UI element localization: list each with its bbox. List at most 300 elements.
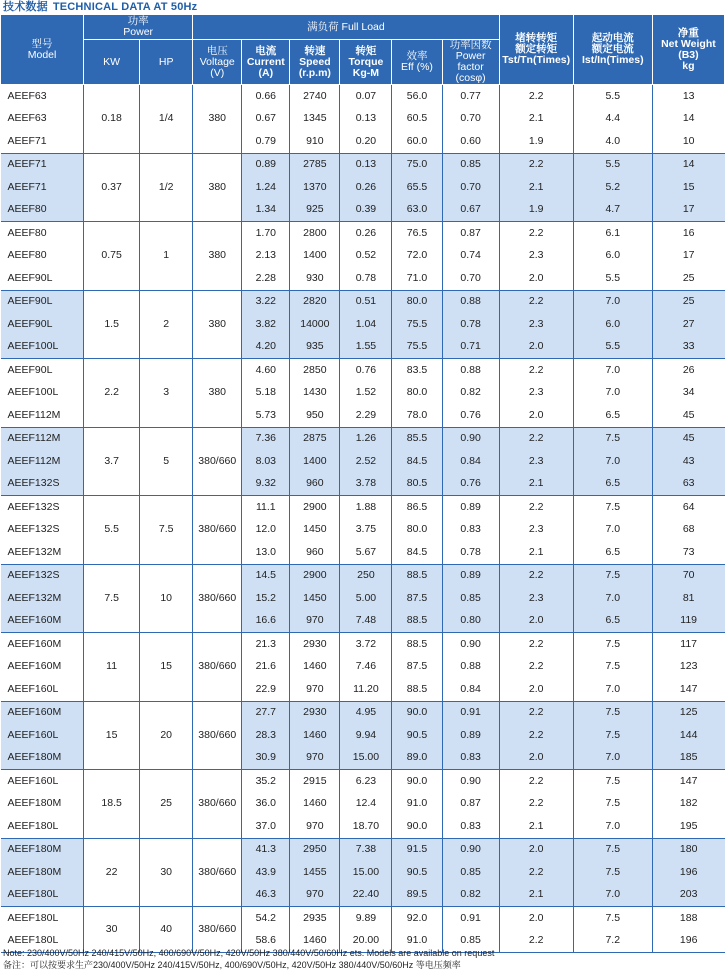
cell-tst: 2.1 bbox=[499, 108, 573, 131]
cell-hp: 40 bbox=[140, 907, 193, 953]
cell-torque: 12.4 bbox=[340, 793, 392, 816]
cell-weight: 17 bbox=[652, 199, 724, 222]
cell-speed: 1400 bbox=[290, 245, 340, 268]
cell-torque: 1.55 bbox=[340, 336, 392, 359]
cell-ist: 6.5 bbox=[573, 473, 652, 496]
cell-tst: 2.1 bbox=[499, 176, 573, 199]
cell-pf: 0.85 bbox=[442, 861, 499, 884]
cell-torque: 0.39 bbox=[340, 199, 392, 222]
cell-pf: 0.88 bbox=[442, 656, 499, 679]
cell-tst: 2.0 bbox=[499, 267, 573, 290]
cell-pf: 0.89 bbox=[442, 564, 499, 587]
cell-eff: 84.5 bbox=[392, 450, 442, 473]
cell-model: AEEF132M bbox=[1, 587, 84, 610]
cell-pf: 0.82 bbox=[442, 382, 499, 405]
cell-tst: 2.2 bbox=[499, 656, 573, 679]
cell-weight: 34 bbox=[682, 386, 695, 399]
cell-ist: 7.5 bbox=[573, 496, 652, 519]
cell-voltage: 380 bbox=[193, 290, 242, 359]
cell-speed: 2900 bbox=[290, 496, 340, 519]
cell-torque: 9.89 bbox=[340, 907, 392, 930]
cell-pf: 0.71 bbox=[442, 336, 499, 359]
cell-ist: 6.0 bbox=[573, 313, 652, 336]
header-weight: 净重 Net Weight (B3) kg bbox=[652, 15, 724, 85]
cell-tst: 2.2 bbox=[499, 290, 573, 313]
cell-model: AEEF132S bbox=[1, 519, 84, 542]
cell-torque: 3.75 bbox=[340, 519, 392, 542]
table-row bbox=[1, 701, 725, 724]
cell-torque: 0.20 bbox=[340, 130, 392, 153]
header-voltage: 电压 Voltage (V) bbox=[193, 40, 242, 85]
cell-weight: 123 bbox=[679, 660, 698, 673]
cell-tst: 2.3 bbox=[499, 245, 573, 268]
cell-model: AEEF90L bbox=[1, 313, 84, 336]
table-row bbox=[1, 633, 725, 656]
cell-eff: 87.5 bbox=[392, 587, 442, 610]
cell-torque: 1.04 bbox=[340, 313, 392, 336]
cell-torque: 0.13 bbox=[340, 108, 392, 131]
cell-eff: 86.5 bbox=[392, 496, 442, 519]
cell-tst: 2.2 bbox=[499, 724, 573, 747]
cell-model: AEEF100L bbox=[1, 336, 84, 359]
cell-pf: 0.88 bbox=[442, 290, 499, 313]
cell-current: 30.9 bbox=[242, 747, 290, 770]
cell-hp: 3 bbox=[140, 359, 193, 428]
cell-model: AEEF100L bbox=[1, 382, 84, 405]
cell-pf: 0.91 bbox=[442, 701, 499, 724]
cell-pf: 0.87 bbox=[442, 222, 499, 245]
cell-tst: 2.2 bbox=[499, 930, 573, 953]
cell-ist: 7.0 bbox=[573, 587, 652, 610]
cell-torque: 1.26 bbox=[340, 427, 392, 450]
cell-pf: 0.60 bbox=[442, 130, 499, 153]
cell-weight: 117 bbox=[680, 637, 698, 650]
cell-tst: 2.2 bbox=[499, 85, 573, 108]
cell-weight: 45 bbox=[652, 404, 724, 427]
cell-tst: 2.3 bbox=[499, 587, 573, 610]
cell-tst: 2.1 bbox=[499, 815, 573, 838]
header-eff: 效率 Eff (%) bbox=[392, 40, 442, 85]
cell-eff: 90.0 bbox=[392, 701, 442, 724]
cell-torque: 15.00 bbox=[340, 747, 392, 770]
cell-kw: 30 bbox=[84, 907, 140, 953]
header-torque: 转矩 Torque Kg-M bbox=[340, 40, 392, 85]
cell-speed: 970 bbox=[290, 678, 340, 701]
cell-model: AEEF63 bbox=[1, 108, 84, 131]
cell-eff: 88.5 bbox=[392, 564, 442, 587]
cell-weight: 45 bbox=[652, 427, 724, 450]
table-row bbox=[1, 907, 725, 930]
cell-eff: 92.0 bbox=[392, 907, 442, 930]
cell-speed: 970 bbox=[290, 747, 340, 770]
cell-torque: 0.51 bbox=[340, 290, 392, 313]
cell-eff: 91.0 bbox=[392, 930, 442, 953]
cell-torque: 2.29 bbox=[340, 404, 392, 427]
cell-speed: 1400 bbox=[290, 450, 340, 473]
cell-torque: 15.00 bbox=[340, 861, 392, 884]
cell-weight: 43 bbox=[652, 450, 724, 473]
cell-eff: 89.0 bbox=[392, 747, 442, 770]
cell-kw: 5.5 bbox=[84, 496, 140, 565]
cell-kw: 0.18 bbox=[84, 85, 140, 154]
cell-ist: 7.5 bbox=[573, 427, 652, 450]
cell-speed: 970 bbox=[290, 610, 340, 633]
cell-speed: 2930 bbox=[290, 701, 340, 724]
cell-eff: 84.5 bbox=[392, 541, 442, 564]
cell-pf: 0.90 bbox=[442, 427, 499, 450]
cell-speed: 970 bbox=[290, 815, 340, 838]
cell-voltage: 380/660 bbox=[193, 838, 242, 907]
cell-ist: 6.0 bbox=[573, 245, 652, 268]
table-row bbox=[1, 290, 725, 313]
cell-torque: 0.26 bbox=[340, 176, 392, 199]
cell-weight: 14 bbox=[682, 112, 695, 125]
cell-ist: 7.5 bbox=[573, 633, 652, 656]
table-row bbox=[1, 496, 725, 519]
cell-eff: 90.0 bbox=[392, 770, 442, 793]
cell-ist: 5.2 bbox=[573, 176, 652, 199]
cell-eff: 90.0 bbox=[392, 815, 442, 838]
cell-weight: 68 bbox=[682, 523, 695, 536]
cell-model: AEEF90L bbox=[1, 290, 84, 313]
technical-data-table bbox=[0, 14, 725, 953]
cell-ist: 7.5 bbox=[573, 838, 652, 861]
cell-tst: 2.2 bbox=[499, 701, 573, 724]
cell-ist: 7.0 bbox=[573, 450, 652, 473]
cell-weight: 196 bbox=[652, 861, 724, 884]
cell-kw: 3.7 bbox=[84, 427, 140, 496]
cell-weight: 27 bbox=[652, 313, 724, 336]
cell-weight: 196 bbox=[652, 930, 724, 953]
cell-weight: 17 bbox=[682, 249, 695, 262]
cell-hp: 7.5 bbox=[140, 496, 193, 565]
cell-eff: 85.5 bbox=[392, 427, 442, 450]
cell-speed: 1370 bbox=[290, 176, 340, 199]
cell-eff: 80.0 bbox=[392, 519, 442, 542]
cell-hp: 1 bbox=[140, 222, 193, 291]
cell-model: AEEF71 bbox=[1, 176, 84, 199]
cell-kw: 0.75 bbox=[84, 222, 140, 291]
cell-ist: 6.5 bbox=[573, 610, 652, 633]
cell-weight: 125 bbox=[652, 701, 724, 724]
cell-model: AEEF160L bbox=[1, 724, 84, 747]
table-row bbox=[1, 770, 725, 793]
note-en: Note: 230/400V/50Hz 240/415V/50Hz, 400/690V/50Hz, 420V/50Hz 380/440V/50/60Hz ets. Models are available on request bbox=[3, 948, 495, 958]
cell-tst: 2.1 bbox=[499, 541, 573, 564]
cell-model: AEEF160L bbox=[1, 770, 84, 793]
cell-speed: 1460 bbox=[290, 930, 340, 953]
cell-pf: 0.76 bbox=[442, 473, 499, 496]
cell-model: AEEF132M bbox=[1, 541, 84, 564]
table-body bbox=[1, 85, 725, 953]
cell-tst: 2.1 bbox=[499, 473, 573, 496]
cell-torque: 7.46 bbox=[340, 656, 392, 679]
cell-model: AEEF112M bbox=[1, 450, 84, 473]
cell-eff: 88.5 bbox=[392, 678, 442, 701]
cell-torque: 7.48 bbox=[340, 610, 392, 633]
cell-pf: 0.84 bbox=[442, 678, 499, 701]
cell-voltage: 380 bbox=[193, 153, 242, 222]
cell-pf: 0.77 bbox=[442, 85, 499, 108]
cell-current: 0.89 bbox=[242, 153, 290, 176]
cell-current: 46.3 bbox=[242, 884, 290, 907]
cell-ist: 7.0 bbox=[573, 678, 652, 701]
cell-weight: 63 bbox=[652, 473, 724, 496]
cell-model: AEEF112M bbox=[1, 427, 84, 450]
cell-weight: 14 bbox=[652, 153, 724, 176]
cell-ist: 5.5 bbox=[573, 153, 652, 176]
header-full-load: 满负荷 Full Load bbox=[193, 15, 499, 40]
cell-current: 8.03 bbox=[242, 450, 290, 473]
cell-current: 4.20 bbox=[242, 336, 290, 359]
cell-tst: 2.2 bbox=[499, 770, 573, 793]
cell-ist: 7.5 bbox=[573, 724, 652, 747]
cell-hp: 1/4 bbox=[140, 85, 193, 154]
cell-kw: 18.5 bbox=[84, 770, 140, 839]
cell-model: AEEF160M bbox=[1, 633, 84, 656]
cell-hp: 25 bbox=[140, 770, 193, 839]
cell-speed: 2785 bbox=[290, 153, 340, 176]
cell-hp: 15 bbox=[140, 633, 193, 702]
cell-ist: 5.5 bbox=[573, 267, 652, 290]
cell-weight: 33 bbox=[652, 336, 724, 359]
cell-tst: 2.3 bbox=[499, 382, 573, 405]
cell-kw: 11 bbox=[84, 633, 140, 702]
cell-weight: 144 bbox=[652, 724, 724, 747]
cell-weight: 185 bbox=[652, 747, 724, 770]
cell-weight: 73 bbox=[652, 541, 724, 564]
cell-current: 16.6 bbox=[242, 610, 290, 633]
cell-speed: 2820 bbox=[290, 290, 340, 313]
cell-ist: 7.0 bbox=[573, 290, 652, 313]
cell-tst: 1.9 bbox=[499, 199, 573, 222]
cell-ist: 5.5 bbox=[573, 85, 652, 108]
cell-model: AEEF160M bbox=[1, 610, 84, 633]
cell-current: 21.3 bbox=[242, 633, 290, 656]
header-ist: 起动电流 额定电流 Ist/In(Times) bbox=[573, 15, 652, 85]
cell-weight: 203 bbox=[652, 884, 724, 907]
cell-model: AEEF63 bbox=[1, 85, 84, 108]
cell-current: 21.6 bbox=[242, 656, 290, 679]
cell-current: 28.3 bbox=[242, 724, 290, 747]
cell-eff: 88.5 bbox=[392, 610, 442, 633]
cell-torque: 9.94 bbox=[340, 724, 392, 747]
table-row bbox=[1, 153, 725, 176]
cell-current: 54.2 bbox=[242, 907, 290, 930]
cell-model: AEEF180M bbox=[1, 747, 84, 770]
cell-current: 3.82 bbox=[242, 313, 290, 336]
cell-torque: 20.00 bbox=[340, 930, 392, 953]
cell-pf: 0.90 bbox=[442, 633, 499, 656]
cell-torque: 1.88 bbox=[340, 496, 392, 519]
cell-speed: 950 bbox=[290, 404, 340, 427]
cell-pf: 0.91 bbox=[442, 907, 499, 930]
cell-weight: 13 bbox=[682, 89, 695, 102]
cell-torque: 5.00 bbox=[340, 587, 392, 610]
cell-current: 37.0 bbox=[242, 815, 290, 838]
cell-speed: 14000 bbox=[290, 313, 340, 336]
cell-ist: 4.7 bbox=[573, 199, 652, 222]
cell-eff: 91.5 bbox=[392, 838, 442, 861]
cell-voltage: 380/660 bbox=[193, 427, 242, 496]
cell-hp: 10 bbox=[140, 564, 193, 633]
cell-voltage: 380/660 bbox=[193, 633, 242, 702]
cell-torque: 2.52 bbox=[340, 450, 392, 473]
cell-hp: 30 bbox=[140, 838, 193, 907]
cell-pf: 0.70 bbox=[442, 176, 499, 199]
cell-speed: 2875 bbox=[290, 427, 340, 450]
cell-current: 4.60 bbox=[242, 359, 290, 382]
cell-speed: 935 bbox=[290, 336, 340, 359]
cell-torque: 0.76 bbox=[340, 359, 392, 382]
cell-hp: 20 bbox=[140, 701, 193, 770]
footer-note bbox=[3, 947, 494, 971]
cell-eff: 60.0 bbox=[392, 130, 442, 153]
cell-torque: 0.26 bbox=[340, 222, 392, 245]
cell-current: 2.13 bbox=[242, 245, 290, 268]
cell-pf: 0.85 bbox=[442, 930, 499, 953]
cell-pf: 0.82 bbox=[442, 884, 499, 907]
table-row bbox=[1, 222, 725, 245]
cell-hp: 1/2 bbox=[140, 153, 193, 222]
table-row bbox=[1, 85, 725, 108]
cell-pf: 0.70 bbox=[442, 108, 499, 131]
cell-model: AEEF180L bbox=[1, 907, 84, 930]
cell-speed: 960 bbox=[290, 473, 340, 496]
cell-model: AEEF180L bbox=[1, 815, 84, 838]
cell-pf: 0.70 bbox=[442, 267, 499, 290]
cell-eff: 83.5 bbox=[392, 359, 442, 382]
cell-tst: 2.2 bbox=[499, 222, 573, 245]
cell-eff: 80.5 bbox=[392, 473, 442, 496]
cell-kw: 0.37 bbox=[84, 153, 140, 222]
cell-tst: 2.0 bbox=[499, 678, 573, 701]
cell-current: 11.1 bbox=[242, 496, 290, 519]
cell-tst: 2.0 bbox=[499, 747, 573, 770]
cell-speed: 2800 bbox=[290, 222, 340, 245]
cell-current: 41.3 bbox=[242, 838, 290, 861]
cell-voltage: 380/660 bbox=[193, 701, 242, 770]
cell-speed: 1460 bbox=[290, 793, 340, 816]
cell-eff: 89.5 bbox=[392, 884, 442, 907]
cell-current: 36.0 bbox=[242, 793, 290, 816]
cell-speed: 1450 bbox=[290, 587, 340, 610]
page-title bbox=[0, 0, 725, 14]
cell-tst: 2.0 bbox=[499, 610, 573, 633]
cell-model: AEEF90L bbox=[1, 359, 84, 382]
cell-pf: 0.78 bbox=[442, 541, 499, 564]
cell-current: 12.0 bbox=[242, 519, 290, 542]
cell-pf: 0.85 bbox=[442, 153, 499, 176]
cell-weight: 10 bbox=[652, 130, 724, 153]
cell-ist: 7.0 bbox=[573, 815, 652, 838]
cell-pf: 0.87 bbox=[442, 793, 499, 816]
cell-ist: 7.5 bbox=[573, 656, 652, 679]
cell-ist: 7.5 bbox=[573, 770, 652, 793]
cell-weight: 26 bbox=[682, 363, 695, 376]
cell-eff: 78.0 bbox=[392, 404, 442, 427]
cell-model: AEEF80 bbox=[1, 245, 84, 268]
table-row bbox=[1, 427, 725, 450]
cell-current: 5.73 bbox=[242, 404, 290, 427]
cell-weight: 147 bbox=[679, 774, 698, 787]
cell-model: AEEF160M bbox=[1, 701, 84, 724]
cell-weight: 64 bbox=[682, 500, 695, 513]
cell-ist: 6.5 bbox=[573, 541, 652, 564]
header-tst: 堵转转矩 额定转矩 Tst/Tn(Times) bbox=[499, 15, 573, 85]
cell-kw: 7.5 bbox=[84, 564, 140, 633]
cell-pf: 0.90 bbox=[442, 838, 499, 861]
cell-pf: 0.80 bbox=[442, 610, 499, 633]
header-speed: 转速 Speed (r.p.m) bbox=[290, 40, 340, 85]
cell-pf: 0.74 bbox=[442, 245, 499, 268]
cell-tst: 1.9 bbox=[499, 130, 573, 153]
table-row bbox=[1, 564, 725, 587]
cell-voltage: 380 bbox=[193, 359, 242, 428]
cell-current: 0.67 bbox=[242, 108, 290, 131]
cell-speed: 960 bbox=[290, 541, 340, 564]
cell-tst: 2.0 bbox=[499, 336, 573, 359]
cell-model: AEEF80 bbox=[1, 222, 84, 245]
cell-current: 0.79 bbox=[242, 130, 290, 153]
cell-tst: 2.2 bbox=[499, 564, 573, 587]
cell-pf: 0.84 bbox=[442, 450, 499, 473]
cell-current: 1.70 bbox=[242, 222, 290, 245]
cell-speed: 1450 bbox=[290, 519, 340, 542]
cell-hp: 2 bbox=[140, 290, 193, 359]
cell-weight: 119 bbox=[652, 610, 724, 633]
cell-eff: 91.0 bbox=[392, 793, 442, 816]
cell-model: AEEF71 bbox=[1, 130, 84, 153]
cell-pf: 0.83 bbox=[442, 519, 499, 542]
cell-speed: 1430 bbox=[290, 382, 340, 405]
cell-weight: 25 bbox=[652, 290, 724, 313]
cell-tst: 2.1 bbox=[499, 884, 573, 907]
note-cn: 备注：可以按要求生产230/400V/50Hz 240/415V/50Hz, 400/690V/50Hz, 420V/50Hz 380/440V/50/60Hz 等电压频率 bbox=[3, 960, 461, 970]
table-row bbox=[1, 838, 725, 861]
cell-voltage: 380/660 bbox=[193, 907, 242, 953]
cell-current: 27.7 bbox=[242, 701, 290, 724]
cell-torque: 250 bbox=[340, 564, 392, 587]
cell-pf: 0.88 bbox=[442, 359, 499, 382]
cell-ist: 7.0 bbox=[573, 884, 652, 907]
cell-pf: 0.83 bbox=[442, 747, 499, 770]
cell-current: 58.6 bbox=[242, 930, 290, 953]
cell-eff: 65.5 bbox=[392, 176, 442, 199]
cell-ist: 7.0 bbox=[573, 519, 652, 542]
cell-voltage: 380/660 bbox=[193, 564, 242, 633]
cell-ist: 7.5 bbox=[573, 861, 652, 884]
cell-eff: 88.5 bbox=[392, 633, 442, 656]
cell-model: AEEF71 bbox=[1, 153, 84, 176]
cell-model: AEEF180M bbox=[1, 793, 84, 816]
cell-ist: 7.2 bbox=[573, 930, 652, 953]
cell-hp: 5 bbox=[140, 427, 193, 496]
cell-torque: 4.95 bbox=[340, 701, 392, 724]
cell-eff: 63.0 bbox=[392, 199, 442, 222]
cell-model: AEEF180L bbox=[1, 930, 84, 953]
cell-tst: 2.2 bbox=[499, 427, 573, 450]
cell-ist: 7.5 bbox=[573, 907, 652, 930]
cell-speed: 2935 bbox=[290, 907, 340, 930]
cell-current: 35.2 bbox=[242, 770, 290, 793]
cell-tst: 2.0 bbox=[499, 907, 573, 930]
cell-tst: 2.2 bbox=[499, 359, 573, 382]
cell-current: 5.18 bbox=[242, 382, 290, 405]
cell-model: AEEF180M bbox=[1, 861, 84, 884]
title-cn: 技术数据 bbox=[3, 1, 48, 13]
cell-weight: 147 bbox=[652, 678, 724, 701]
